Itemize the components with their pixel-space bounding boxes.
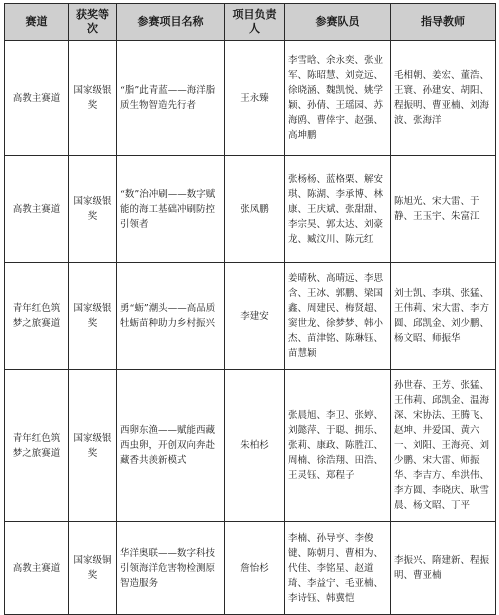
cell-members: 李楠、孙导亨、李俊键、陈朝月、曹相为、代佳、李铭星、赵道琦、李益宁、毛亚楠、李诗钰、韩冀恺 [285, 522, 391, 615]
cell-members: 李雪晗、余永奕、张业军、陈昭慧、刘竞远、徐晓涵、魏凯悦、姚学颖、孙倩、王瑶园、苏海鸥、曹倖宇、赵强、高坤鹏 [285, 41, 391, 156]
cell-leader: 李建安 [225, 263, 285, 370]
header-track: 赛道 [5, 4, 69, 41]
cell-project: 华洋奥联——数字科技引领海洋危害物检测原智造服务 [117, 522, 225, 615]
table-header-row [5, 4, 496, 41]
cell-advisors: 孙世春、王芳、张猛、王伟莉、邱凯金、温海深、宋协法、王腾飞、赵坤、井爱国、黄六一、刘阳、王海亮、刘少鹏、宋大雷、师振华、李吉方、牟洪伟、李方圆、李晓庆、耿雪晨、杨文昭、丁平 [391, 370, 496, 522]
cell-advisors: 毛相朝、姜宏、董浩、王寰、孙建安、胡阳、程振明、曹亚楠、刘海波、张海洋 [391, 41, 496, 156]
cell-project: “脂”此青蓝——海洋脂质生物智造先行者 [117, 41, 225, 156]
table-row [5, 263, 496, 370]
cell-award: 国家级银奖 [69, 41, 117, 156]
table-row [5, 370, 496, 522]
header-advisors: 指导教师 [391, 4, 496, 41]
cell-track: 高教主赛道 [5, 522, 69, 615]
cell-leader: 朱柏杉 [225, 370, 285, 522]
header-project: 参赛项目名称 [117, 4, 225, 41]
cell-members: 张晨旭、李卫、张婷、刘懿萍、于聪、拥乐、张莉、康政、陈胜江、周楠、徐浩翔、田浩、王灵钰、郑程子 [285, 370, 391, 522]
header-members: 参赛队员 [285, 4, 391, 41]
table-row [5, 41, 496, 156]
cell-award: 国家级银奖 [69, 156, 117, 263]
cell-track: 青年红色筑梦之旅赛道 [5, 370, 69, 522]
cell-award: 国家级铜奖 [69, 522, 117, 615]
cell-advisors: 李振兴、隋建新、程振明、曹亚楠 [391, 522, 496, 615]
cell-award: 国家级银奖 [69, 263, 117, 370]
table-row [5, 156, 496, 263]
cell-advisors: 陈旭光、宋大雷、于静、王玉宇、朱富江 [391, 156, 496, 263]
table-row [5, 522, 496, 615]
header-award: 获奖等次 [69, 4, 117, 41]
cell-track: 高教主赛道 [5, 156, 69, 263]
cell-track: 青年红色筑梦之旅赛道 [5, 263, 69, 370]
cell-leader: 张凤鹏 [225, 156, 285, 263]
awards-table [4, 3, 496, 615]
header-leader: 项目负责人 [225, 4, 285, 41]
cell-members: 张杨杨、蓝格栗、解安琪、陈湖、李承博、林康、王庆斌、张甜甜、李宗昊、郭太达、刘豪龙、臧汶川、陈元红 [285, 156, 391, 263]
cell-project: 西卵东渔——赋能西藏西虫卵，开创双向奔赴藏香共羡新模式 [117, 370, 225, 522]
cell-advisors: 刘士凯、李琪、张猛、王伟莉、宋大雷、李方圆、邱凯金、刘少鹏、杨文昭、师振华 [391, 263, 496, 370]
cell-track: 高教主赛道 [5, 41, 69, 156]
cell-leader: 詹怡杉 [225, 522, 285, 615]
cell-leader: 王永臻 [225, 41, 285, 156]
cell-members: 姜晴秋、高晴远、李思含、王冰、郭鹏、梁国鑫、周建民、梅贤超、窦世龙、徐梦梦、韩小杰、苗津铭、陈琳钰、苗慧颖 [285, 263, 391, 370]
cell-award: 国家级银奖 [69, 370, 117, 522]
cell-project: 勇“蛎”潮头——高品质牡蛎苗种助力乡村振兴 [117, 263, 225, 370]
cell-project: “数”治冲刷——数字赋能的海工基础冲刷防控引领者 [117, 156, 225, 263]
